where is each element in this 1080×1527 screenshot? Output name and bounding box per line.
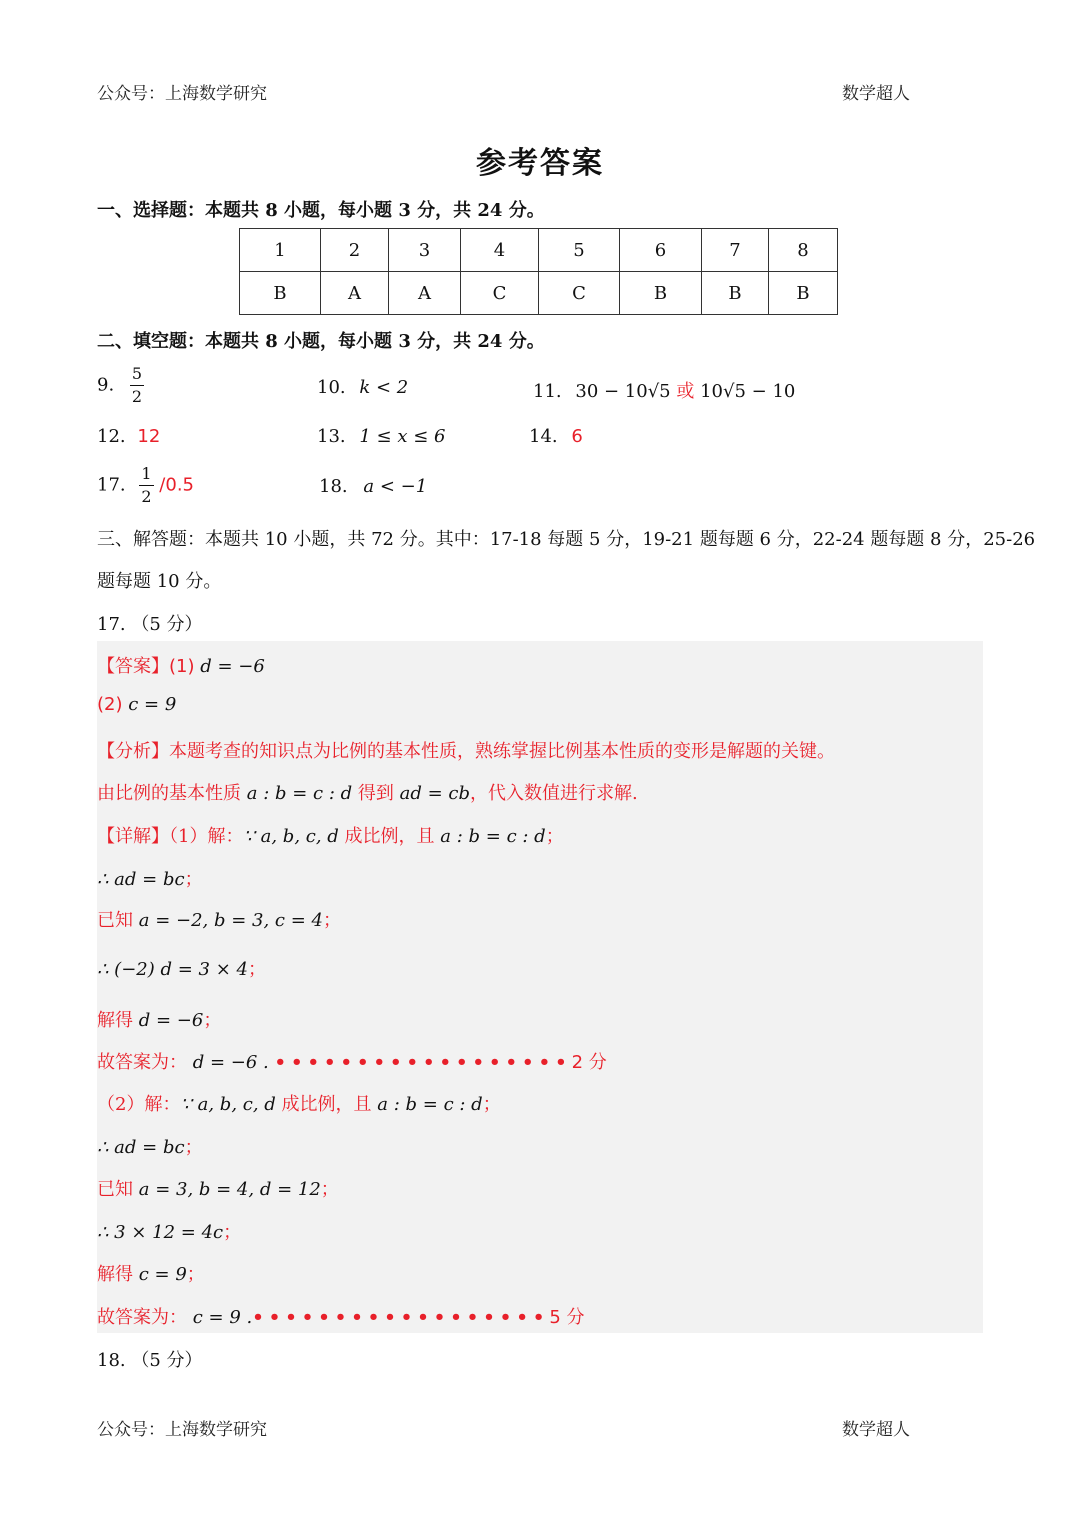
section3-heading-line2: 题每题 10 分。: [97, 571, 222, 592]
answer-math: k < 2: [359, 377, 409, 398]
q17-part2-line2: [97, 1133, 203, 1159]
section3-heading-line1: 三、解答题：本题共 10 小题，共 72 分。其中：17-18 每题 5 分，19-21 题每题 6 分，22-24 题每题 8 分，25-26: [97, 529, 1036, 550]
detail-math: a : b = c : d: [377, 1094, 483, 1115]
table-cell: 7: [702, 229, 769, 272]
detail-tag: （2）解：: [97, 1094, 181, 1115]
detail-semicolon: ；: [247, 959, 266, 980]
q17-part2-line1: [97, 1090, 501, 1116]
q17-detail-line2: [97, 865, 203, 891]
detail-text: 故答案为：: [97, 1307, 187, 1328]
answer-q9: [97, 366, 144, 405]
answer-value: 12: [137, 426, 161, 447]
answer-table: [239, 228, 838, 315]
detail-math: ∵ a, b, c, d: [243, 826, 339, 847]
detail-semicolon: ；: [223, 1222, 242, 1243]
section2-heading: 二、填空题：本题共 8 小题，每小题 3 分，共 24 分。: [97, 331, 545, 352]
table-cell: 3: [389, 229, 461, 272]
detail-math: a : b = c : d: [440, 826, 546, 847]
q18-title: 18. （5 分）: [97, 1350, 203, 1371]
detail-math: ∴ 3 × 12 = 4c: [97, 1222, 224, 1243]
q17-answer-line1: [97, 652, 265, 678]
section1-heading: 一、选择题：本题共 8 小题，每小题 3 分，共 24 分。: [97, 200, 545, 221]
detail-math: d = −6: [138, 1010, 204, 1031]
answer-math: c = 9: [128, 694, 177, 715]
q17-detail-line6: [97, 1048, 607, 1074]
detail-text: 解得: [97, 1010, 139, 1031]
detail-semicolon: ；: [184, 869, 203, 890]
question-label: 11.: [533, 381, 562, 402]
table-cell: C: [461, 272, 539, 315]
analysis-text: 由比例的基本性质: [97, 783, 247, 804]
answer-q10: [317, 377, 408, 398]
score-label: 5 分: [549, 1307, 585, 1328]
header-right: 数学超人: [842, 84, 910, 104]
detail-math: ∴ ad = bc: [97, 869, 185, 890]
detail-math: ∴ ad = bc: [97, 1137, 185, 1158]
q17-detail-line4: [97, 955, 266, 981]
fraction: [139, 466, 153, 505]
q17-detail-line5: [97, 1006, 221, 1032]
answer-q13: [317, 426, 445, 447]
detail-semicolon: ；: [482, 1094, 501, 1115]
answer-prefix: (2): [97, 694, 123, 715]
detail-math: c = 9: [138, 1264, 187, 1285]
page-title: 参考答案: [476, 146, 604, 181]
question-label: 18.: [319, 476, 348, 497]
answer-prefix: (1): [169, 656, 195, 677]
q17-answer-line2: [97, 694, 176, 715]
q17-detail-line1: [97, 822, 564, 848]
question-label: 9.: [97, 374, 115, 396]
detail-semicolon: ；: [203, 1010, 222, 1031]
fraction: [130, 366, 144, 405]
table-cell: 5: [539, 229, 620, 272]
fraction-numerator: 5: [130, 366, 144, 386]
question-label: 17.: [97, 474, 126, 496]
answer-q14: [529, 426, 583, 447]
answer-math: a < −1: [363, 476, 428, 497]
answer-q11: [533, 377, 795, 403]
fraction-numerator: 1: [139, 466, 153, 486]
q17-detail-line3: [97, 906, 341, 932]
table-cell: B: [769, 272, 838, 315]
detail-text: 已知: [97, 910, 139, 931]
table-cell: A: [321, 272, 389, 315]
detail-text: 成比例，且: [275, 1094, 378, 1115]
q17-part2-line3: [97, 1175, 339, 1201]
fraction-denominator: 2: [131, 387, 143, 406]
answer-alt: /0.5: [159, 474, 194, 496]
answer-math: 30 − 10√5: [575, 381, 671, 402]
detail-semicolon: ；: [545, 826, 564, 847]
detail-math: c = 9 .: [187, 1307, 253, 1328]
detail-tag: 【详解】（1）解：: [97, 826, 244, 847]
table-cell: B: [702, 272, 769, 315]
q17-title: 17. （5 分）: [97, 614, 203, 635]
answer-q17-fill: [97, 466, 194, 505]
score-label: 2 分: [571, 1052, 607, 1073]
detail-text: 故答案为：: [97, 1052, 187, 1073]
table-cell: B: [240, 272, 321, 315]
score-dots: ••••••••••••••••••: [252, 1307, 550, 1328]
analysis-text: 得到: [352, 783, 400, 804]
question-label: 14.: [529, 426, 558, 447]
detail-semicolon: ；: [322, 910, 341, 931]
detail-text: 解得: [97, 1264, 139, 1285]
answer-math: 1 ≤ x ≤ 6: [359, 426, 446, 447]
fraction-denominator: 2: [141, 487, 152, 506]
analysis-text: ，代入数值进行求解.: [469, 783, 638, 804]
q17-analysis: 【分析】本题考查的知识点为比例的基本性质，熟练掌握比例基本性质的变形是解题的关键。: [97, 741, 835, 762]
answer-math: d = −6: [200, 656, 265, 677]
q17-part2-line4: [97, 1218, 241, 1244]
answer-math: 10√5 − 10: [700, 381, 796, 402]
detail-text: 成比例，且: [338, 826, 441, 847]
answer-q12: [97, 426, 160, 447]
footer-left: 公众号：上海数学研究: [97, 1420, 267, 1440]
table-cell: 2: [321, 229, 389, 272]
header-left: 公众号：上海数学研究: [97, 84, 267, 104]
detail-math: a = 3, b = 4, d = 12: [138, 1179, 321, 1200]
q17-part2-line6: [97, 1303, 585, 1329]
table-cell: B: [620, 272, 702, 315]
footer-right: 数学超人: [842, 1420, 910, 1440]
table-cell: 4: [461, 229, 539, 272]
detail-semicolon: ；: [184, 1137, 203, 1158]
detail-math: ∴ (−2) d = 3 × 4: [97, 959, 248, 980]
detail-semicolon: ；: [320, 1179, 339, 1200]
score-dots: ••••••••••••••••••: [274, 1052, 572, 1073]
table-cell: C: [539, 272, 620, 315]
table-cell: 1: [240, 229, 321, 272]
q17-analysis-line2: [97, 779, 638, 805]
answer-tag: 【答案】: [97, 656, 169, 677]
table-cell: 6: [620, 229, 702, 272]
detail-math: d = −6 .: [187, 1052, 269, 1073]
analysis-math: a : b = c : d: [246, 783, 353, 804]
detail-math: ∵ a, b, c, d: [180, 1094, 276, 1115]
question-label: 10.: [317, 377, 346, 398]
question-label: 12.: [97, 426, 126, 447]
analysis-math: ad = cb: [399, 783, 470, 804]
answer-value: 6: [571, 426, 583, 447]
detail-text: 已知: [97, 1179, 139, 1200]
answer-q18-fill: [319, 476, 427, 497]
q17-part2-line5: [97, 1260, 205, 1286]
question-label: 13.: [317, 426, 346, 447]
or-word: 或: [676, 381, 695, 402]
detail-semicolon: ；: [186, 1264, 205, 1285]
table-cell: A: [389, 272, 461, 315]
table-cell: 8: [769, 229, 838, 272]
detail-math: a = −2, b = 3, c = 4: [138, 910, 323, 931]
